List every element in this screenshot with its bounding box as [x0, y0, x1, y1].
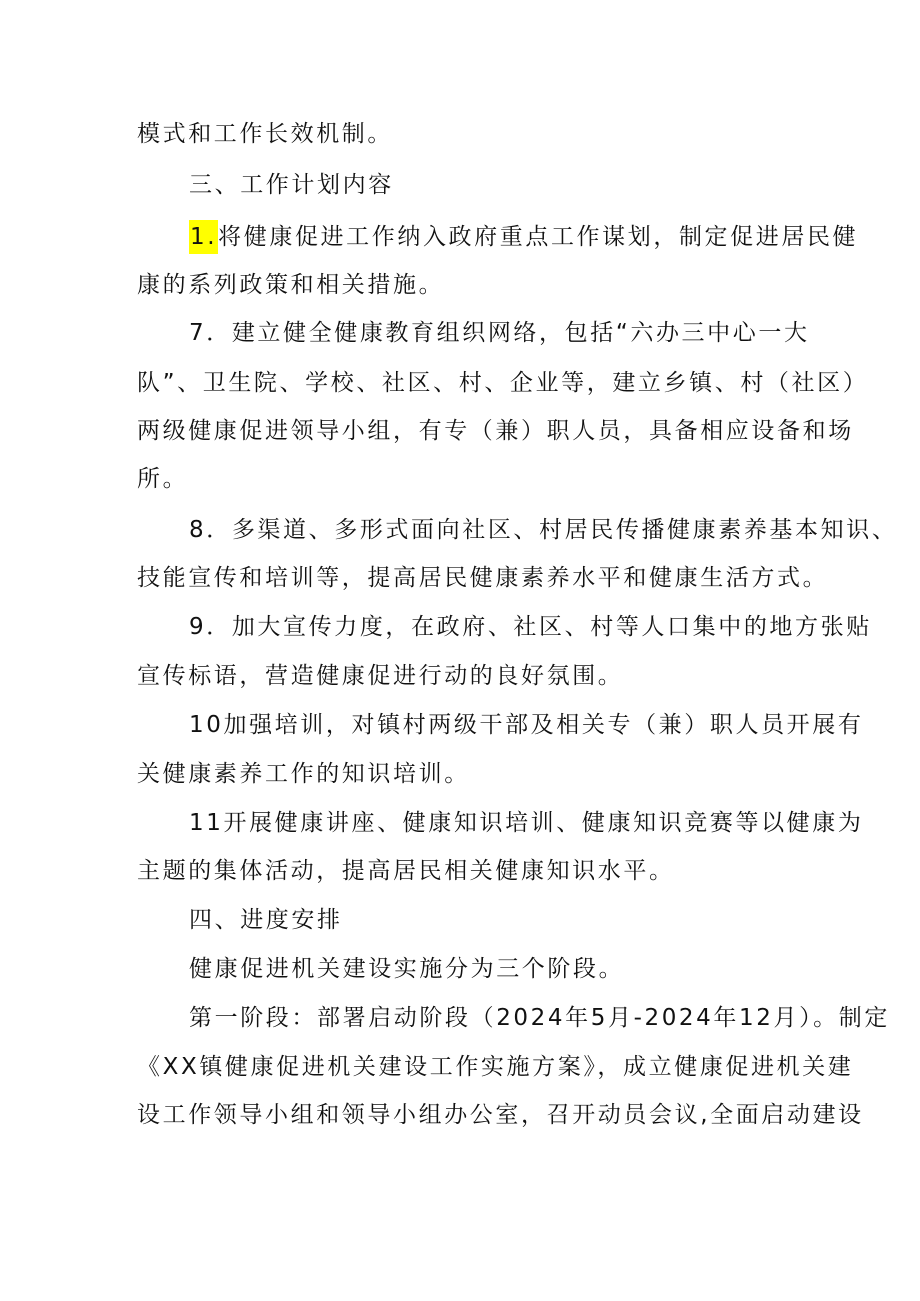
paragraph-line: 模式和工作长效机制。	[137, 121, 393, 147]
paragraph-line: 所。	[137, 466, 189, 492]
paragraph-line: 10加强培训，对镇村两级干部及相关专（兼）职人员开展有	[189, 712, 864, 738]
section-heading: 三、工作计划内容	[189, 172, 394, 198]
paragraph-line: 康的系列政策和相关措施。	[137, 272, 445, 298]
paragraph-line: 主题的集体活动，提高居民相关健康知识水平。	[137, 858, 675, 884]
paragraph-line: 8．多渠道、多形式面向社区、村居民传播健康素养基本知识、	[189, 517, 898, 543]
paragraph-line: 技能宣传和培训等，提高居民健康素养水平和健康生活方式。	[137, 565, 829, 591]
paragraph-line: 宣传标语，营造健康促进行动的良好氛围。	[137, 663, 624, 689]
paragraph-line: 11开展健康讲座、健康知识培训、健康知识竞赛等以健康为	[189, 810, 864, 836]
paragraph-line: 7．建立健全健康教育组织网络，包括“六办三中心一大	[189, 320, 810, 346]
paragraph-line: 9．加大宣传力度，在政府、社区、村等人口集中的地方张贴	[189, 614, 872, 640]
paragraph-text: 将健康促进工作纳入政府重点工作谋划，制定促进居民健	[218, 224, 859, 250]
paragraph-line	[189, 220, 858, 254]
paragraph-line: 设工作领导小组和领导小组办公室，召开动员会议,全面启动建设	[137, 1102, 864, 1128]
paragraph-line: 第一阶段：部署启动阶段（2024年5月-2024年12月）。制定	[189, 1005, 890, 1031]
paragraph-line: 关健康素养工作的知识培训。	[137, 761, 470, 787]
section-heading: 四、进度安排	[189, 907, 343, 933]
paragraph-line: 《XX镇健康促进机关建设工作实施方案》，成立健康促进机关建	[137, 1054, 854, 1080]
paragraph-line: 健康促进机关建设实施分为三个阶段。	[189, 956, 625, 982]
paragraph-line: 队”、卫生院、学校、社区、村、企业等，建立乡镇、村（社区）	[137, 370, 869, 396]
paragraph-line: 两级健康促进领导小组，有专（兼）职人员，具备相应设备和场	[137, 418, 854, 444]
highlighted-number: 1.	[189, 220, 218, 254]
